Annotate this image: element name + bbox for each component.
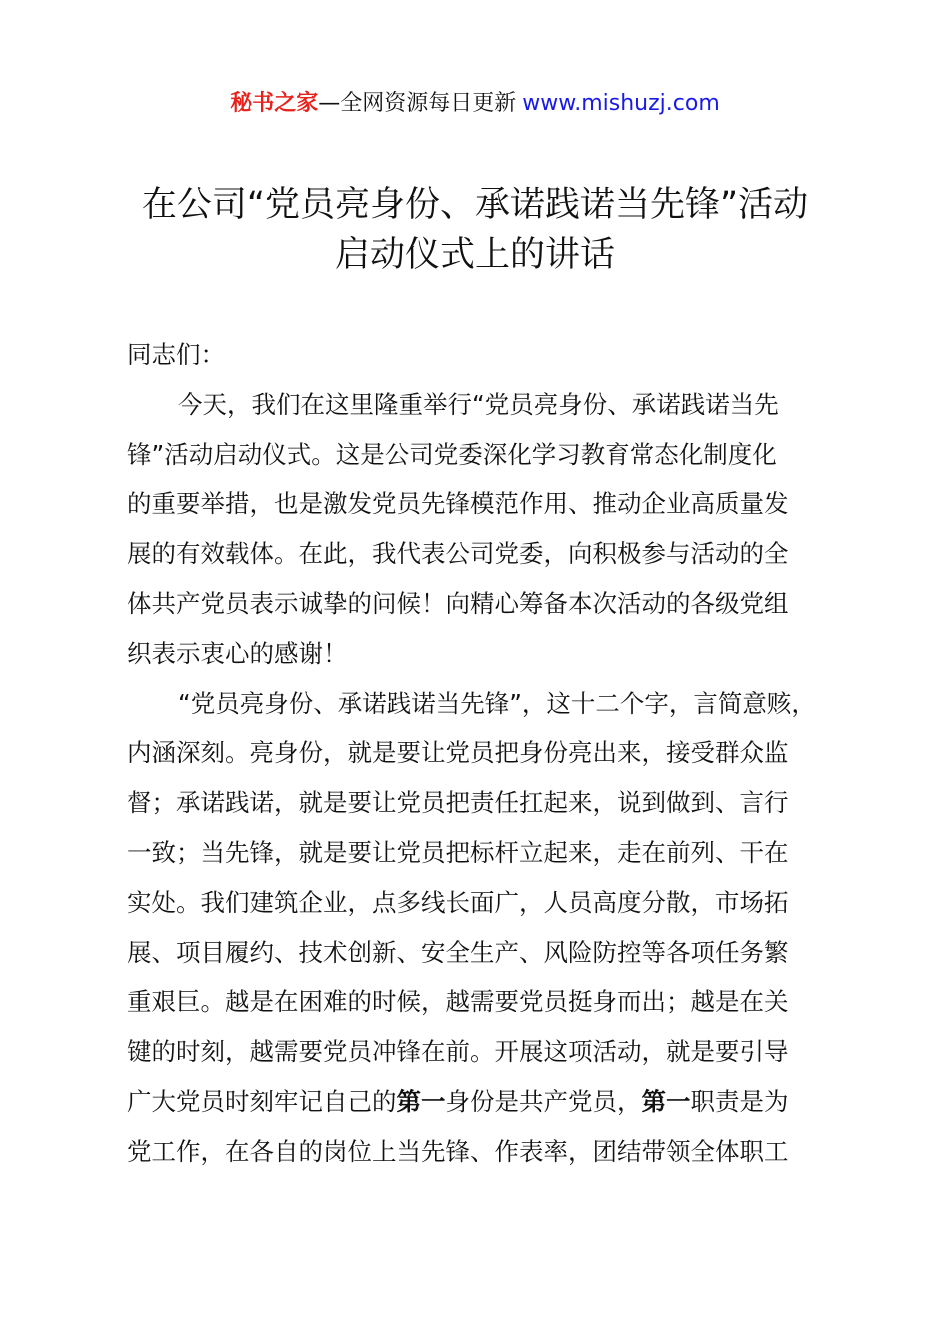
- title-line-2: 启动仪式上的讲话: [334, 235, 615, 275]
- text-line: [127, 579, 867, 629]
- text-line: [127, 728, 867, 778]
- text-line: [127, 430, 867, 480]
- bold-text: 第一: [641, 1086, 691, 1116]
- text-segment: 实处。我们建筑企业，点多线长面广，人员高度分散，市场拓: [127, 887, 789, 917]
- text-segment: 督；承诺践诺，就是要让党员把责任扛起来，说到做到、言行: [127, 788, 789, 818]
- text-line: [127, 1077, 867, 1127]
- text-segment: 锋”活动启动仪式。这是公司党委深化学习教育常态化制度化: [127, 439, 777, 469]
- document-body: [127, 330, 867, 1177]
- text-line: [127, 977, 867, 1027]
- document-title: [0, 180, 950, 280]
- text-segment: 体共产党员表示诚挚的问候！向精心筹备本次活动的各级党组: [127, 588, 789, 618]
- text-line: [127, 529, 867, 579]
- text-segment: 展的有效载体。在此，我代表公司党委，向积极参与活动的全: [127, 539, 789, 569]
- text-line: [127, 928, 867, 978]
- text-segment: 键的时刻，越需要党员冲锋在前。开展这项活动，就是要引导: [127, 1037, 789, 1067]
- text-segment: 今天，我们在这里隆重举行“党员亮身份、承诺践诺当先: [178, 389, 779, 419]
- text-line: [127, 1127, 867, 1177]
- text-line: [127, 629, 867, 679]
- text-segment: 展、项目履约、技术创新、安全生产、风险防控等各项任务繁: [127, 937, 789, 967]
- site-header: [0, 88, 950, 120]
- text-line: [127, 778, 867, 828]
- text-line: [127, 679, 867, 729]
- text-line: [127, 380, 867, 430]
- header-tagline: —全网资源每日更新: [318, 91, 517, 116]
- text-segment: 重艰巨。越是在困难的时候，越需要党员挺身而出；越是在关: [127, 987, 789, 1017]
- title-line-1: 在公司“党员亮身份、承诺践诺当先锋”活动: [141, 185, 809, 225]
- text-line: [127, 479, 867, 529]
- bold-text: 第一: [396, 1086, 446, 1116]
- brand-name: 秘书之家: [230, 91, 319, 116]
- text-line: [127, 1027, 867, 1077]
- text-segment: “党员亮身份、承诺践诺当先锋”，这十二个字，言简意赅，: [178, 688, 816, 718]
- text-segment: 织表示衷心的感谢！: [127, 638, 348, 668]
- text-segment: 内涵深刻。亮身份，就是要让党员把身份亮出来，接受群众监: [127, 738, 789, 768]
- text-segment: 党工作，在各自的岗位上当先锋、作表率，团结带领全体职工: [127, 1136, 789, 1166]
- site-url-link[interactable]: www.mishuzj.com: [522, 91, 720, 116]
- text-segment: 身份是共产党员，: [445, 1086, 642, 1116]
- text-segment: 同志们：: [127, 340, 225, 369]
- text-line: [127, 330, 867, 380]
- text-segment: 广大党员时刻牢记自己的: [127, 1086, 397, 1116]
- text-segment: 职责是为: [690, 1086, 789, 1116]
- text-segment: 一致；当先锋，就是要让党员把标杆立起来，走在前列、干在: [127, 837, 789, 867]
- text-line: [127, 828, 867, 878]
- text-line: [127, 878, 867, 928]
- text-segment: 的重要举措，也是激发党员先锋模范作用、推动企业高质量发: [127, 489, 789, 519]
